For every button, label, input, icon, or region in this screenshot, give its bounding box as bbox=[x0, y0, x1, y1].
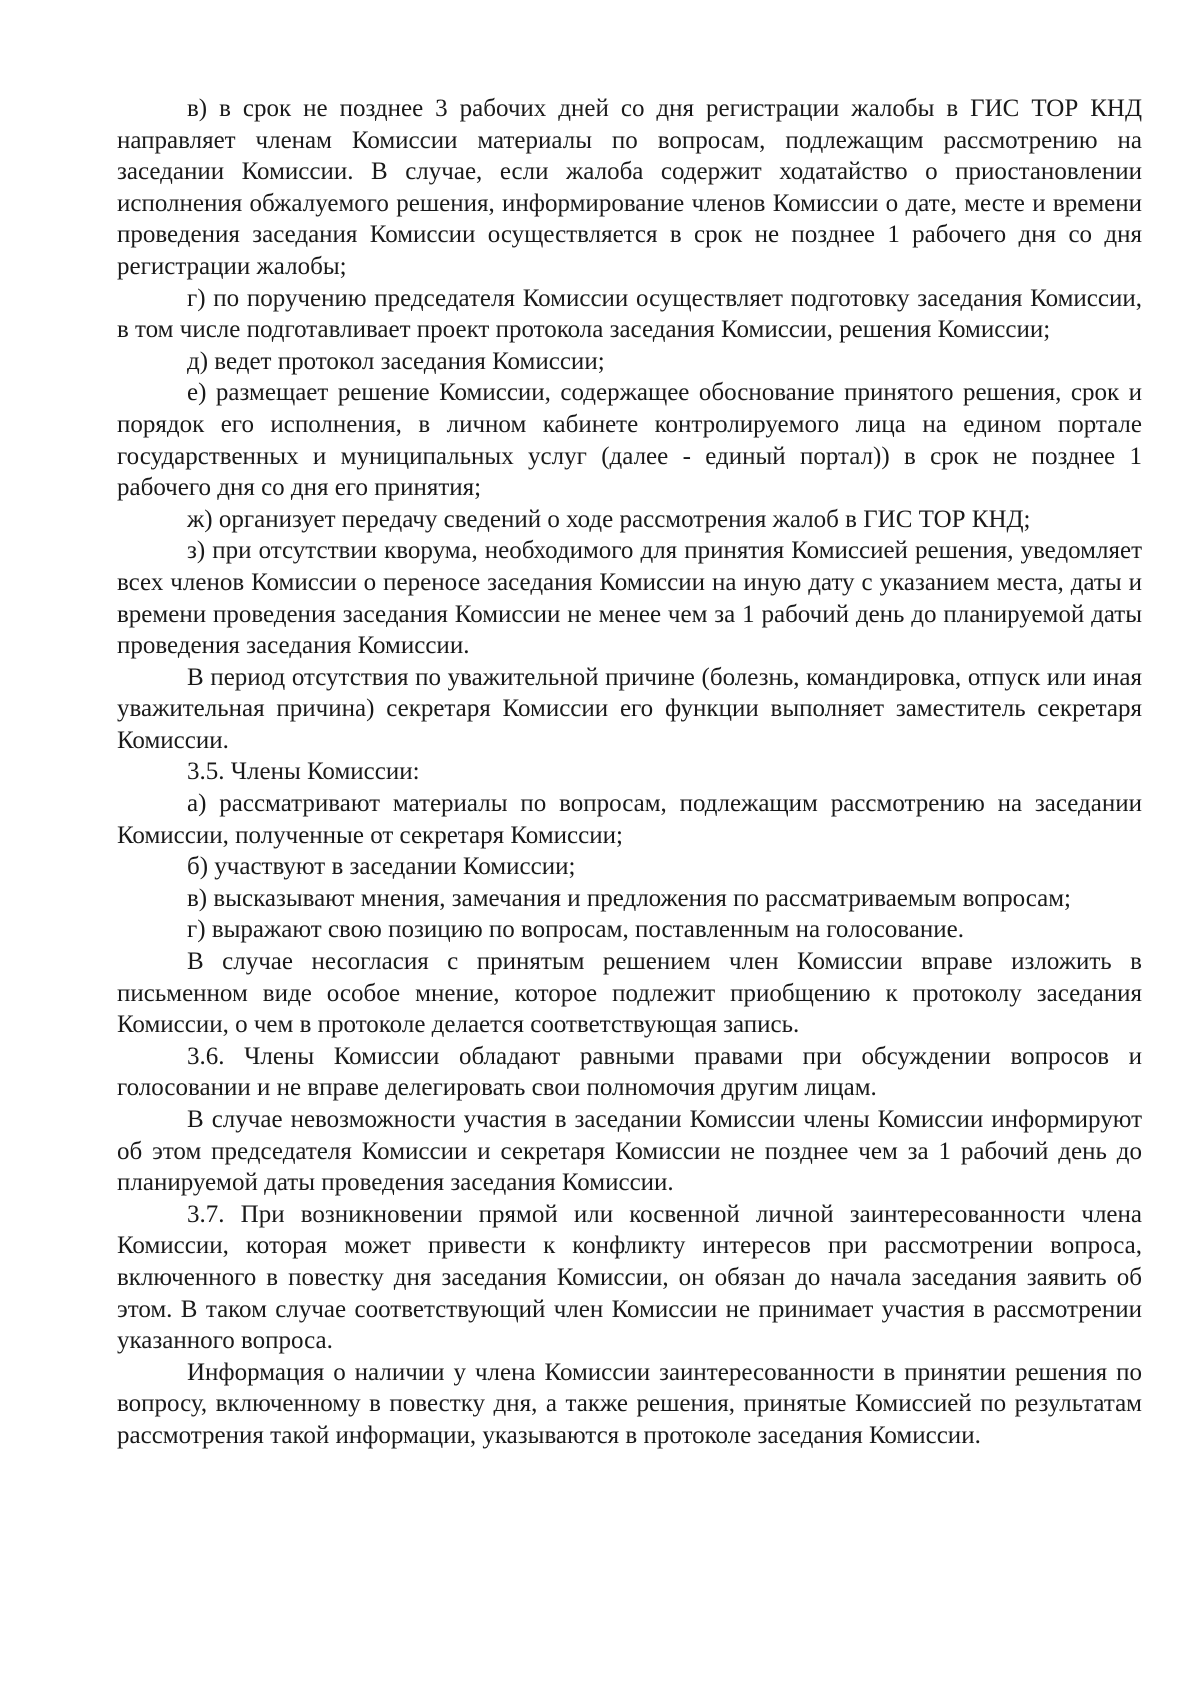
paragraph-interest-information: Информация о наличии у члена Комиссии заинтересованности в принятии решения по вопросу, включенному в повестку дня, а также решения, принятые Комиссией по результатам рассмотрения такой информации, указываются в протоколе заседания Комиссии. bbox=[117, 1358, 1142, 1449]
paragraph-secretary-absence: В период отсутствия по уважительной причине (болезнь, командировка, отпуск или иная уважительная причина) секретаря Комиссии его функции выполняет заместитель секретаря Комиссии. bbox=[117, 663, 1142, 754]
section-heading-3-5: 3.5. Члены Комиссии: bbox=[187, 758, 420, 786]
paragraph-g-prepare-meeting: г) по поручению председателя Комиссии осуществляет подготовку заседания Комиссии, в том числе подготавливает проект протокола заседания Комиссии, решения Комиссии; bbox=[117, 284, 1142, 344]
paragraph-a-review-materials: а) рассматривают материалы по вопросам, подлежащим рассмотрению на заседании Комиссии, полученные от секретаря Комиссии; bbox=[117, 790, 1142, 849]
document-body bbox=[117, 93, 1142, 1452]
paragraph-zh-transfer-info: ж) организует передачу сведений о ходе рассмотрения жалоб в ГИС ТОР КНД; bbox=[187, 505, 1031, 533]
paragraph-v-express-opinions: в) высказывают мнения, замечания и предложения по рассматриваемым вопросам; bbox=[187, 884, 1071, 912]
paragraph-b-participate: б) участвуют в заседании Комиссии; bbox=[187, 853, 576, 881]
paragraph-inability-to-attend: В случае невозможности участия в заседании Комиссии члены Комиссии информируют об этом председателя Комиссии и секретаря Комиссии не позднее чем за 1 рабочий день до планируемой даты проведения заседания Комиссии. bbox=[117, 1106, 1142, 1197]
paragraph-dissent: В случае несогласия с принятым решением член Комиссии вправе изложить в письменном виде особое мнение, которое подлежит приобщению к протоколу заседания Комиссии, о чем в протоколе делается соответствующая запись. bbox=[117, 948, 1142, 1039]
section-3-7-conflict-of-interest: 3.7. При возникновении прямой или косвенной личной заинтересованности члена Комиссии, которая может привести к конфликту интересов при рассмотрении вопроса, включенного в повестку дня заседания Комиссии, он обязан до начала заседания заявить об этом. В таком случае соответствующий член Комиссии не принимает участия в рассмотрении указанного вопроса. bbox=[117, 1200, 1142, 1355]
paragraph-e-publish-decision: е) размещает решение Комиссии, содержащее обоснование принятого решения, срок и порядок его исполнения, в личном кабинете контролируемого лица на едином портале государственных и муниципальных услуг (далее - единый портал)) в срок не позднее 1 рабочего дня со дня его принятия; bbox=[117, 379, 1142, 502]
paragraph-z-no-quorum: з) при отсутствии кворума, необходимого для принятия Комиссией решения, уведомляет всех членов Комиссии о переносе заседания Комиссии на иную дату с указанием места, даты и времени проведения заседания Комиссии не менее чем за 1 рабочий день до планируемой даты проведения заседания Комиссии. bbox=[117, 537, 1142, 660]
paragraph-d-keep-protocol: д) ведет протокол заседания Комиссии; bbox=[187, 347, 605, 375]
paragraph-g-express-position: г) выражают свою позицию по вопросам, поставленным на голосование. bbox=[187, 916, 964, 944]
section-3-6-equal-rights: 3.6. Члены Комиссии обладают равными правами при обсуждении вопросов и голосовании и не вправе делегировать свои полномочия другим лицам. bbox=[117, 1042, 1142, 1102]
paragraph-v-send-materials: в) в срок не позднее 3 рабочих дней со дня регистрации жалобы в ГИС ТОР КНД направляет членам Комиссии материалы по вопросам, подлежащим рассмотрению на заседании Комиссии. В случае, если жалоба содержит ходатайство о приостановлении исполнения обжалуемого решения, информирование членов Комиссии о дате, месте и времени проведения заседания Комиссии осуществляется в срок не позднее 1 рабочего дня со дня регистрации жалобы; bbox=[117, 95, 1142, 280]
